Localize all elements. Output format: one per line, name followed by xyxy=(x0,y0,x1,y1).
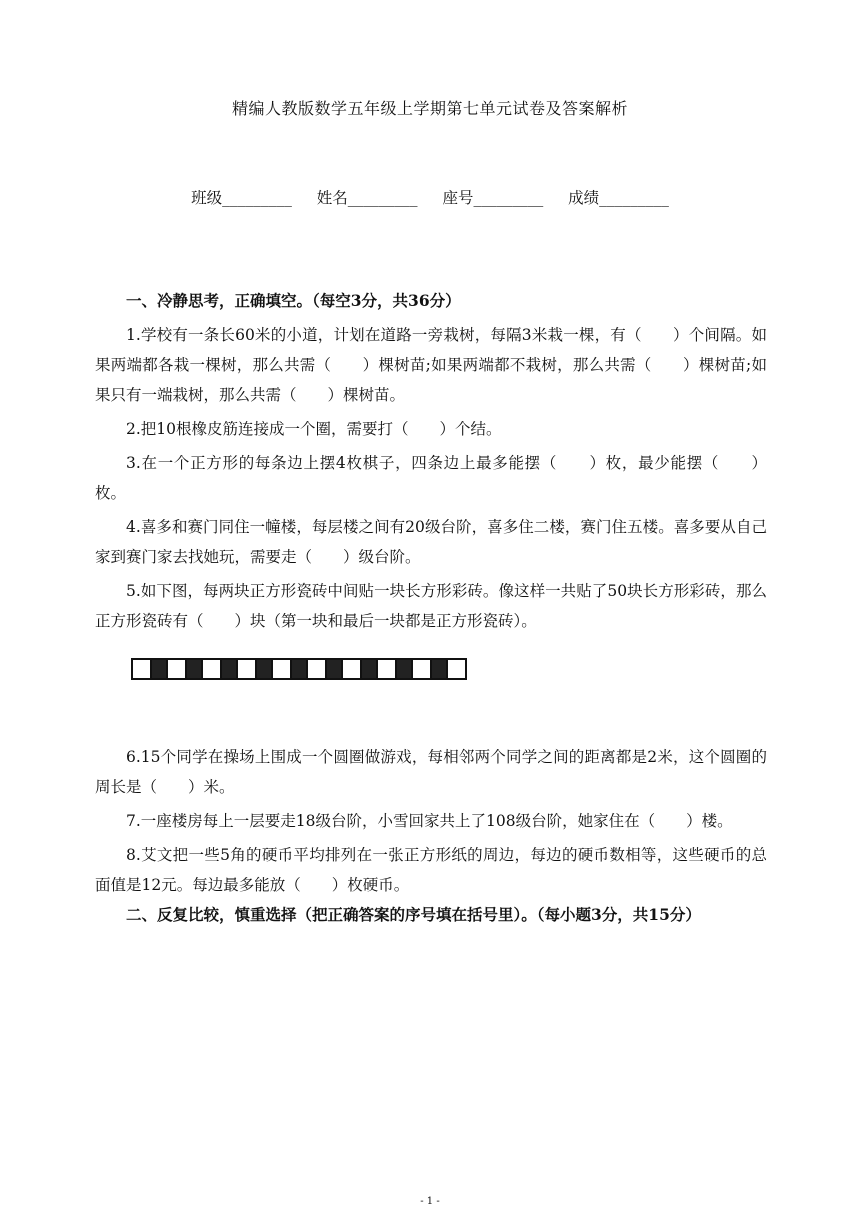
square-tile xyxy=(306,658,327,680)
question-8: 8.艾文把一些5角的硬币平均排列在一张正方形纸的周边，每边的硬币数相等，这些硬币的总面值是12元。每边最多能放（ ）枚硬币。 xyxy=(95,846,767,894)
exam-content xyxy=(95,286,767,930)
question-7: 7.一座楼房每上一层要走18级台阶，小雪回家共上了108级台阶，她家住在（ ）楼。 xyxy=(126,812,733,830)
name-field: 姓名_________ xyxy=(316,189,418,207)
square-tile xyxy=(166,658,187,680)
square-tile xyxy=(271,658,292,680)
square-tile xyxy=(446,658,467,680)
page-number: - 1 - xyxy=(420,1196,440,1207)
rectangle-tile xyxy=(222,658,236,680)
rectangle-tile xyxy=(152,658,166,680)
section-2-title: 二、反复比较，慎重选择（把正确答案的序号填在括号里）。（每小题3分，共15分） xyxy=(126,905,701,924)
tile-strip-figure xyxy=(131,658,767,680)
rectangle-tile xyxy=(187,658,201,680)
document-title: 精编人教版数学五年级上学期第七单元试卷及答案解析 xyxy=(231,99,628,118)
question-3: 3.在一个正方形的每条边上摆4枚棋子，四条边上最多能摆（ ）枚，最少能摆（ ）枚。 xyxy=(95,454,767,502)
class-field: 班级_________ xyxy=(191,189,292,207)
question-4: 4.喜多和赛门同住一幢楼，每层楼之间有20级台阶，喜多住二楼，赛门住五楼。喜多要从自己家到赛门家去找她玩，需要走（ ）级台阶。 xyxy=(95,518,767,566)
rectangle-tile xyxy=(362,658,376,680)
square-tile xyxy=(131,658,152,680)
rectangle-tile xyxy=(257,658,271,680)
question-6: 6.15个同学在操场上围成一个圆圈做游戏，每相邻两个同学之间的距离都是2米，这个圆圈的周长是（ ）米。 xyxy=(95,748,767,796)
question-2: 2.把10根橡皮筋连接成一个圈，需要打（ ）个结。 xyxy=(126,420,502,438)
square-tile xyxy=(411,658,432,680)
student-info-line xyxy=(0,186,860,208)
rectangle-tile xyxy=(397,658,411,680)
square-tile xyxy=(201,658,222,680)
score-field: 成绩_________ xyxy=(568,189,669,207)
rectangle-tile xyxy=(327,658,341,680)
question-5: 5.如下图，每两块正方形瓷砖中间贴一块长方形彩砖。像这样一共贴了50块长方形彩砖，那么正方形瓷砖有（ ）块（第一块和最后一块都是正方形瓷砖）。 xyxy=(95,582,767,630)
square-tile xyxy=(376,658,397,680)
rectangle-tile xyxy=(432,658,446,680)
rectangle-tile xyxy=(292,658,306,680)
square-tile xyxy=(236,658,257,680)
square-tile xyxy=(341,658,362,680)
seat-field: 座号_________ xyxy=(442,189,544,207)
section-1-title: 一、冷静思考，正确填空。（每空3分，共36分） xyxy=(126,291,461,310)
question-1: 1.学校有一条长60米的小道，计划在道路一旁栽树，每隔3米栽一棵，有（ ）个间隔。如果两端都各栽一棵树，那么共需（ ）棵树苗;如果两端都不栽树，那么共需（ ）棵树苗;如果只有一端栽树，那么共需（ ）棵树苗。 xyxy=(95,326,767,404)
